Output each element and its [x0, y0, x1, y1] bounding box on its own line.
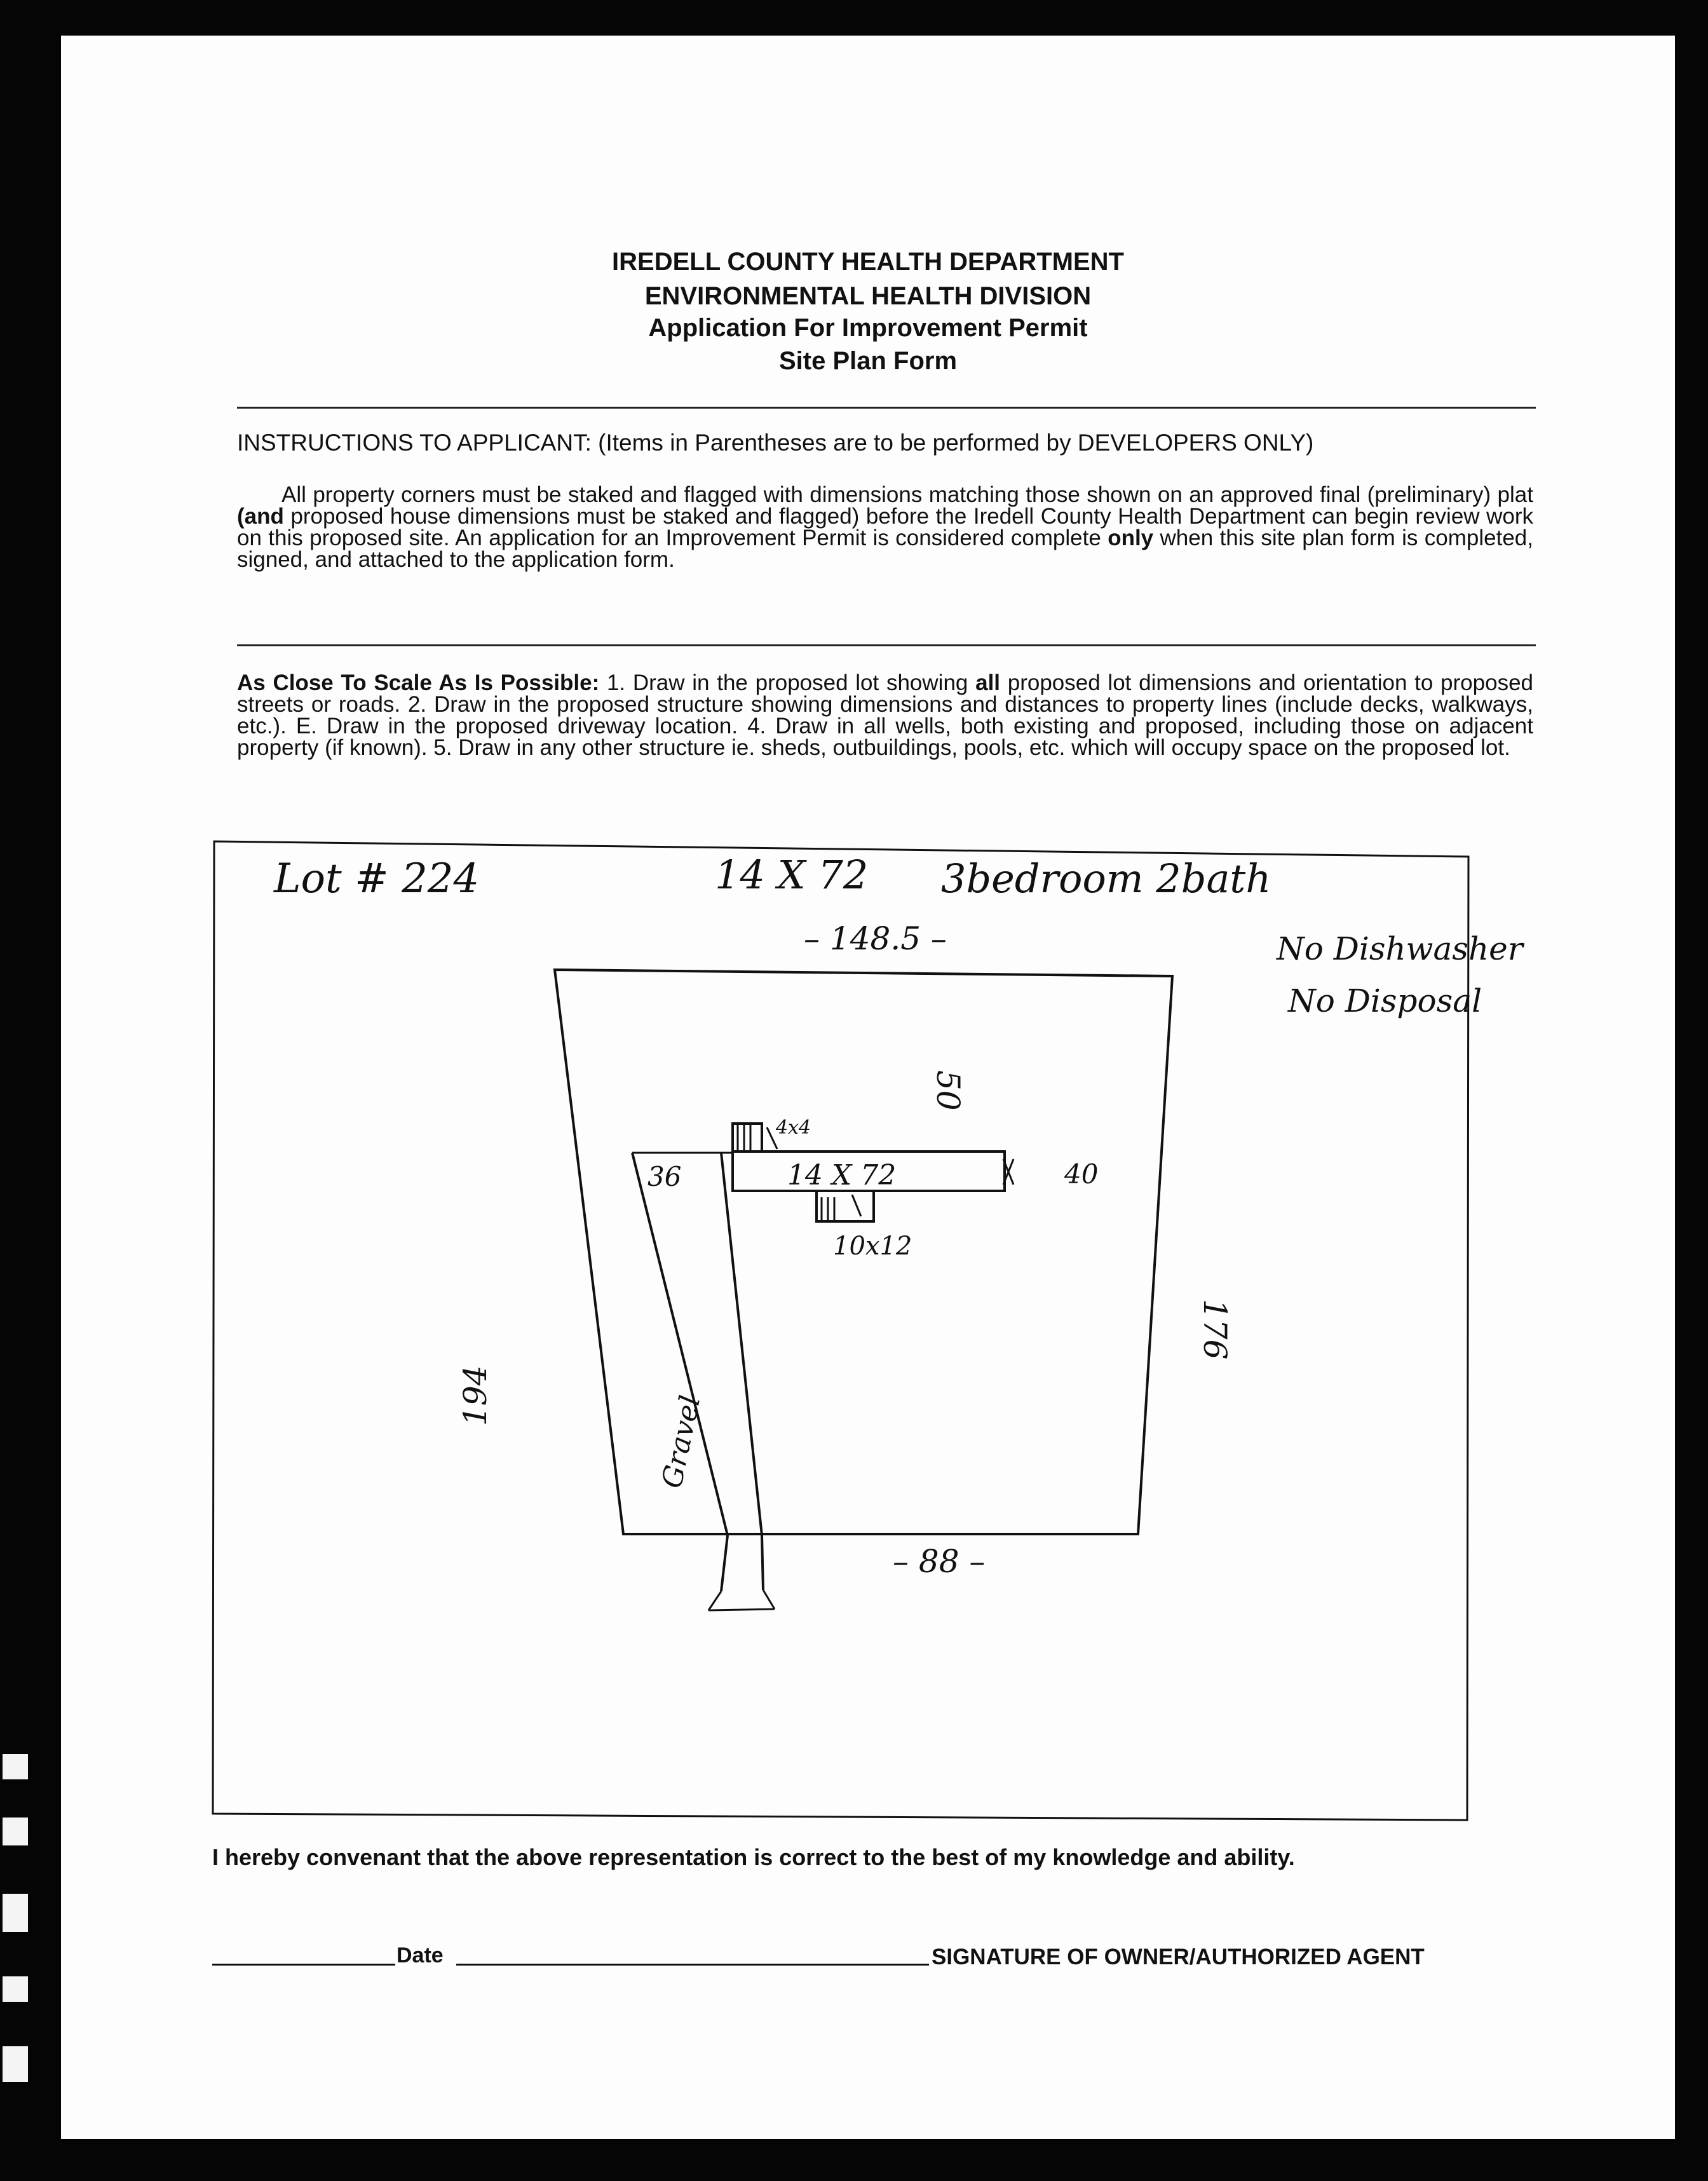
- covenant-statement: I hereby convenant that the above representation is correct to the best of my knowledge and ability.: [212, 1844, 1295, 1870]
- right-side-dimension: 176: [1196, 1299, 1233, 1360]
- left-setback: 36: [647, 1161, 682, 1192]
- instructions-paragraph: [237, 484, 1533, 571]
- instructions-heading: INSTRUCTIONS TO APPLICANT: (Items in Parentheses are to be performed by DEVELOPERS ONLY): [237, 430, 1314, 456]
- top-dimension: – 148.5 –: [804, 920, 947, 957]
- front-setback: 50: [930, 1070, 966, 1111]
- scan-edge-mark: [3, 1976, 28, 2002]
- p1-text-b: proposed house dimensions must be staked and flagged) before the Iredell County Health Department can begin review work on this proposed site. An application for an Improvement Permit is considered complete: [237, 504, 1533, 550]
- home-size: 14 X 72: [715, 852, 869, 898]
- date-field[interactable]: [456, 1964, 929, 1966]
- p2-bold: As Close To Scale As Is Possible:: [237, 670, 600, 695]
- scan-edge-mark: [3, 1818, 28, 1845]
- application-title: Application For Improvement Permit: [648, 314, 1088, 342]
- p2-text-a: 1. Draw in the proposed lot showing: [599, 670, 976, 695]
- room-count: 3bedroom 2bath: [941, 855, 1271, 902]
- p1-bold: (and: [237, 504, 284, 529]
- form-page: [61, 36, 1675, 2139]
- scale-instructions: [237, 672, 1533, 759]
- driveway-right-edge: [721, 1153, 762, 1535]
- p2-bold-all: all: [975, 670, 1001, 695]
- signature-label: SIGNATURE OF OWNER/AUTHORIZED AGENT: [932, 1945, 1425, 1969]
- instructions-rule: [237, 644, 1536, 646]
- scan-edge-mark: [3, 1754, 28, 1779]
- lot-number: Lot # 224: [274, 855, 480, 902]
- bottom-dimension: – 88 –: [893, 1543, 986, 1580]
- deck-rear: [817, 1191, 874, 1221]
- p2-text-b: proposed lot dimensions and orientation to proposed streets or roads. 2. Draw in the proposed structure showing dimensions and distances to property lines (include decks, walkways, etc.). E. Draw in the proposed driveway location. 4. Draw in all wells, both existing and proposed, including those on adjacent property (if known). 5. Draw in any other structure ie. sheds, outbuildings, pools, etc. which will occupy space on the proposed lot.: [237, 670, 1534, 760]
- date-label: Date: [396, 1943, 444, 1967]
- scan-edge-mark: [3, 2046, 28, 2082]
- scan-edge-mark: [3, 1894, 28, 1932]
- note-disposal: No Disposal: [1288, 982, 1482, 1019]
- left-side-dimension: 194: [457, 1365, 494, 1426]
- right-setback: 40: [1064, 1158, 1099, 1190]
- division-title: ENVIRONMENTAL HEALTH DIVISION: [644, 282, 1092, 310]
- drawing-frame: [213, 841, 1468, 1820]
- deck-small-label: 4x4: [776, 1117, 811, 1139]
- p1-bold-only: only: [1108, 526, 1154, 550]
- header-rule: [237, 407, 1536, 409]
- driveway-label: Gravel: [655, 1392, 707, 1491]
- date-prefix-line: [212, 1964, 395, 1966]
- site-plan-drawing: [213, 841, 1523, 1820]
- p1-text-a: All property corners must be staked and flagged with dimensions matching those shown on an approved final (preliminary) plat: [281, 482, 1533, 507]
- p1-text-c: when this site plan form is completed, signed, and attached to the application form.: [237, 526, 1533, 572]
- house-label: 14 X 72: [787, 1159, 897, 1192]
- deck-rear-label: 10x12: [833, 1232, 912, 1261]
- department-title: IREDELL COUNTY HEALTH DEPARTMENT: [612, 248, 1124, 276]
- note-dishwasher: No Dishwasher: [1277, 930, 1523, 967]
- form-title: Site Plan Form: [778, 347, 958, 375]
